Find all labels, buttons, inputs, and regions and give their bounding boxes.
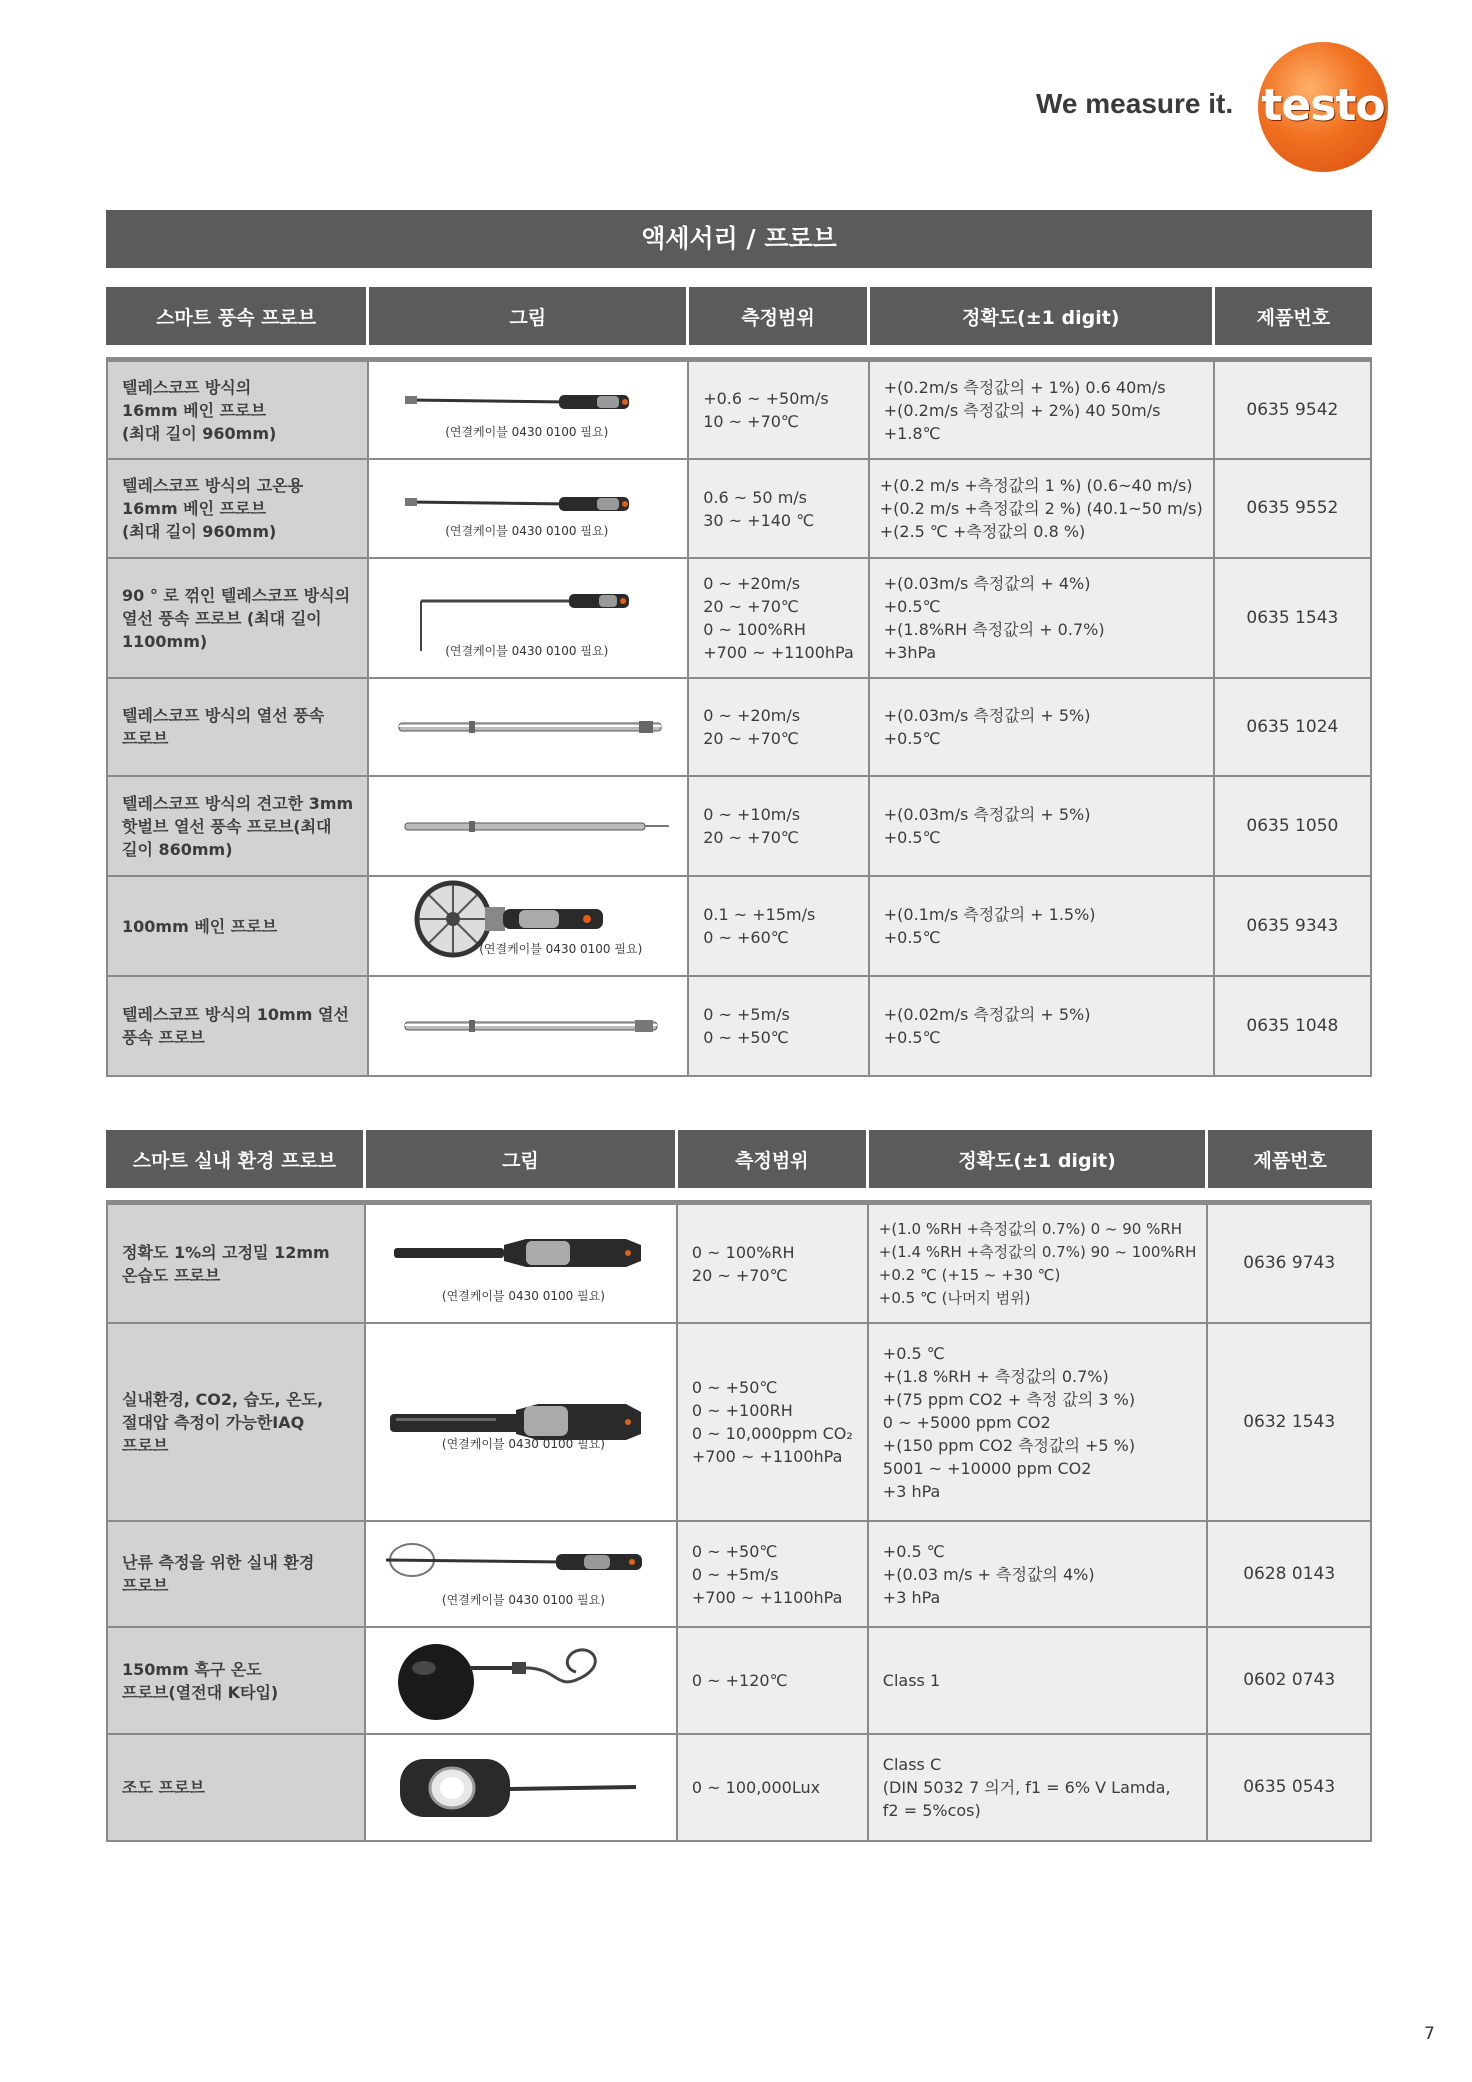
col-header-accuracy: 정확도(±1 digit) xyxy=(869,1130,1209,1188)
rod-probe-icon xyxy=(369,679,687,775)
page-number: 7 xyxy=(1424,2024,1435,2044)
cable-note: (연결케이블 0430 0100 필요) xyxy=(479,942,643,956)
probe-name: 100mm 베인 프로브 xyxy=(106,877,369,977)
product-code: 0635 9552 xyxy=(1215,460,1372,559)
probe-image xyxy=(366,1522,678,1628)
wind-probe-table xyxy=(106,287,1372,1077)
product-code: 0635 1543 xyxy=(1215,559,1372,679)
range-cell: 0.6 ~ 50 m/s 30 ~ +140 ℃ xyxy=(689,460,870,559)
range-cell: 0 ~ +5m/s 0 ~ +50℃ xyxy=(689,977,870,1077)
table-row xyxy=(106,559,1372,679)
table-row xyxy=(106,460,1372,559)
accuracy-cell: +(0.03m/s 측정값의 + 5%) +0.5℃ xyxy=(870,679,1215,777)
probe-image xyxy=(369,877,689,977)
product-code: 0635 1050 xyxy=(1215,777,1372,877)
cable-note: (연결케이블 0430 0100 필요) xyxy=(445,644,609,658)
probe-image xyxy=(366,1324,678,1522)
accuracy-cell: Class 1 xyxy=(869,1628,1209,1735)
col-header-code: 제품번호 xyxy=(1208,1130,1372,1188)
rod-probe-icon xyxy=(369,777,687,875)
range-cell: +0.6 ~ +50m/s 10 ~ +70℃ xyxy=(689,362,870,460)
table-row xyxy=(106,1205,1372,1324)
probe-image xyxy=(369,559,689,679)
table-row xyxy=(106,362,1372,460)
probe-name: 실내환경, CO2, 습도, 온도, 절대압 측정이 가능한IAQ 프로브 xyxy=(106,1324,366,1522)
col-header-name: 스마트 실내 환경 프로브 xyxy=(106,1130,366,1188)
probe-image xyxy=(369,362,689,460)
iaq-probe-icon xyxy=(366,1324,676,1520)
product-code: 0635 9542 xyxy=(1215,362,1372,460)
probe-name: 정확도 1%의 고정밀 12mm 온습도 프로브 xyxy=(106,1205,366,1324)
accuracy-cell: +0.5 ℃ +(0.03 m/s + 측정값의 4%) +3 hPa xyxy=(869,1522,1209,1628)
range-cell: 0 ~ +120℃ xyxy=(678,1628,869,1735)
probe-name: 90 ° 로 꺾인 텔레스코프 방식의 열선 풍속 프로브 (최대 길이 1100mm) xyxy=(106,559,369,679)
probe-name: 조도 프로브 xyxy=(106,1735,366,1842)
logo-text: testo xyxy=(1261,80,1385,131)
globe-probe-icon xyxy=(366,1628,676,1733)
range-cell: 0 ~ +10m/s 20 ~ +70℃ xyxy=(689,777,870,877)
range-cell: 0 ~ +50℃ 0 ~ +100RH 0 ~ 10,000ppm CO₂ +700 ~ +1100hPa xyxy=(678,1324,869,1522)
product-code: 0636 9743 xyxy=(1208,1205,1372,1324)
range-cell: 0 ~ +50℃ 0 ~ +5m/s +700 ~ +1100hPa xyxy=(678,1522,869,1628)
probe-name: 텔레스코프 방식의 10mm 열선 풍속 프로브 xyxy=(106,977,369,1077)
probe-name: 텔레스코프 방식의 견고한 3mm 핫벌브 열선 풍속 프로브(최대 길이 860mm) xyxy=(106,777,369,877)
probe-image xyxy=(369,679,689,777)
range-cell: 0 ~ 100,000Lux xyxy=(678,1735,869,1842)
col-header-image: 그림 xyxy=(366,1130,678,1188)
product-code: 0602 0743 xyxy=(1208,1628,1372,1735)
product-code: 0635 0543 xyxy=(1208,1735,1372,1842)
col-header-range: 측정범위 xyxy=(678,1130,869,1188)
page-header xyxy=(0,0,1472,180)
accuracy-cell: +(0.2 m/s +측정값의 1 %) (0.6~40 m/s) +(0.2 m/s +측정값의 2 %) (40.1~50 m/s) +(2.5 ℃ +측정값의 0.8 %) xyxy=(870,460,1215,559)
probe-name: 텔레스코프 방식의 16mm 베인 프로브 (최대 길이 960mm) xyxy=(106,362,369,460)
range-cell: 0 ~ 100%RH 20 ~ +70℃ xyxy=(678,1205,869,1324)
probe-image xyxy=(366,1735,678,1842)
lux-probe-icon xyxy=(366,1735,676,1840)
col-header-image: 그림 xyxy=(369,287,689,345)
col-header-name: 스마트 풍속 프로브 xyxy=(106,287,369,345)
accuracy-cell: +(1.0 %RH +측정값의 0.7%) 0 ~ 90 %RH +(1.4 %RH +측정값의 0.7%) 90 ~ 100%RH +0.2 ℃ (+15 ~ +30 ℃) +0.5 ℃ (나머지 범위) xyxy=(869,1205,1209,1324)
product-code: 0632 1543 xyxy=(1208,1324,1372,1522)
section-banner: 액세서리 / 프로브 xyxy=(106,210,1372,268)
accuracy-cell: +(0.1m/s 측정값의 + 1.5%) +0.5℃ xyxy=(870,877,1215,977)
cable-note: (연결케이블 0430 0100 필요) xyxy=(441,1289,605,1303)
probe-image xyxy=(369,777,689,877)
table-row xyxy=(106,877,1372,977)
table-row xyxy=(106,777,1372,877)
col-header-accuracy: 정확도(±1 digit) xyxy=(870,287,1215,345)
rod-probe-icon xyxy=(369,977,687,1075)
probe-image xyxy=(369,977,689,1077)
table-row xyxy=(106,1735,1372,1842)
table-row xyxy=(106,1324,1372,1522)
probe-name: 150mm 흑구 온도 프로브(열전대 K타입) xyxy=(106,1628,366,1735)
probe-name: 텔레스코프 방식의 열선 풍속 프로브 xyxy=(106,679,369,777)
cable-note: (연결케이블 0430 0100 필요) xyxy=(445,524,609,538)
product-code: 0635 9343 xyxy=(1215,877,1372,977)
col-header-code: 제품번호 xyxy=(1215,287,1372,345)
cable-note: (연결케이블 0430 0100 필요) xyxy=(441,1437,605,1451)
accuracy-cell: +0.5 ℃ +(1.8 %RH + 측정값의 0.7%) +(75 ppm CO2 + 측정 값의 3 %) 0 ~ +5000 ppm CO2 +(150 ppm CO2 측정값의 +5 %) 5001 ~ +10000 ppm CO2 +3 hPa xyxy=(869,1324,1209,1522)
accuracy-cell: +(0.2m/s 측정값의 + 1%) 0.6 40m/s +(0.2m/s 측정값의 + 2%) 40 50m/s +1.8℃ xyxy=(870,362,1215,460)
indoor-probe-table xyxy=(106,1130,1372,1842)
brand-tagline: We measure it. xyxy=(1036,88,1234,119)
range-cell: 0 ~ +20m/s 20 ~ +70℃ 0 ~ 100%RH +700 ~ +1100hPa xyxy=(689,559,870,679)
product-code: 0635 1024 xyxy=(1215,679,1372,777)
table-row xyxy=(106,1522,1372,1628)
table-row xyxy=(106,977,1372,1077)
range-cell: 0.1 ~ +15m/s 0 ~ +60℃ xyxy=(689,877,870,977)
probe-image xyxy=(366,1628,678,1735)
accuracy-cell: +(0.02m/s 측정값의 + 5%) +0.5℃ xyxy=(870,977,1215,1077)
col-header-range: 측정범위 xyxy=(689,287,870,345)
product-code: 0628 0143 xyxy=(1208,1522,1372,1628)
product-code: 0635 1048 xyxy=(1215,977,1372,1077)
accuracy-cell: +(0.03m/s 측정값의 + 4%) +0.5℃ +(1.8%RH 측정값의 + 0.7%) +3hPa xyxy=(870,559,1215,679)
probe-name: 텔레스코프 방식의 고온용 16mm 베인 프로브 (최대 길이 960mm) xyxy=(106,460,369,559)
accuracy-cell: Class C (DIN 5032 7 의거, f1 = 6% V Lamda, f2 = 5%cos) xyxy=(869,1735,1209,1842)
range-cell: 0 ~ +20m/s 20 ~ +70℃ xyxy=(689,679,870,777)
cable-note: (연결케이블 0430 0100 필요) xyxy=(441,1593,605,1607)
table-row xyxy=(106,1628,1372,1735)
probe-image xyxy=(366,1205,678,1324)
accuracy-cell: +(0.03m/s 측정값의 + 5%) +0.5℃ xyxy=(870,777,1215,877)
cable-note: (연결케이블 0430 0100 필요) xyxy=(445,425,609,439)
testo-logo xyxy=(1258,42,1388,172)
probe-image xyxy=(369,460,689,559)
probe-name: 난류 측정을 위한 실내 환경 프로브 xyxy=(106,1522,366,1628)
table-row xyxy=(106,679,1372,777)
